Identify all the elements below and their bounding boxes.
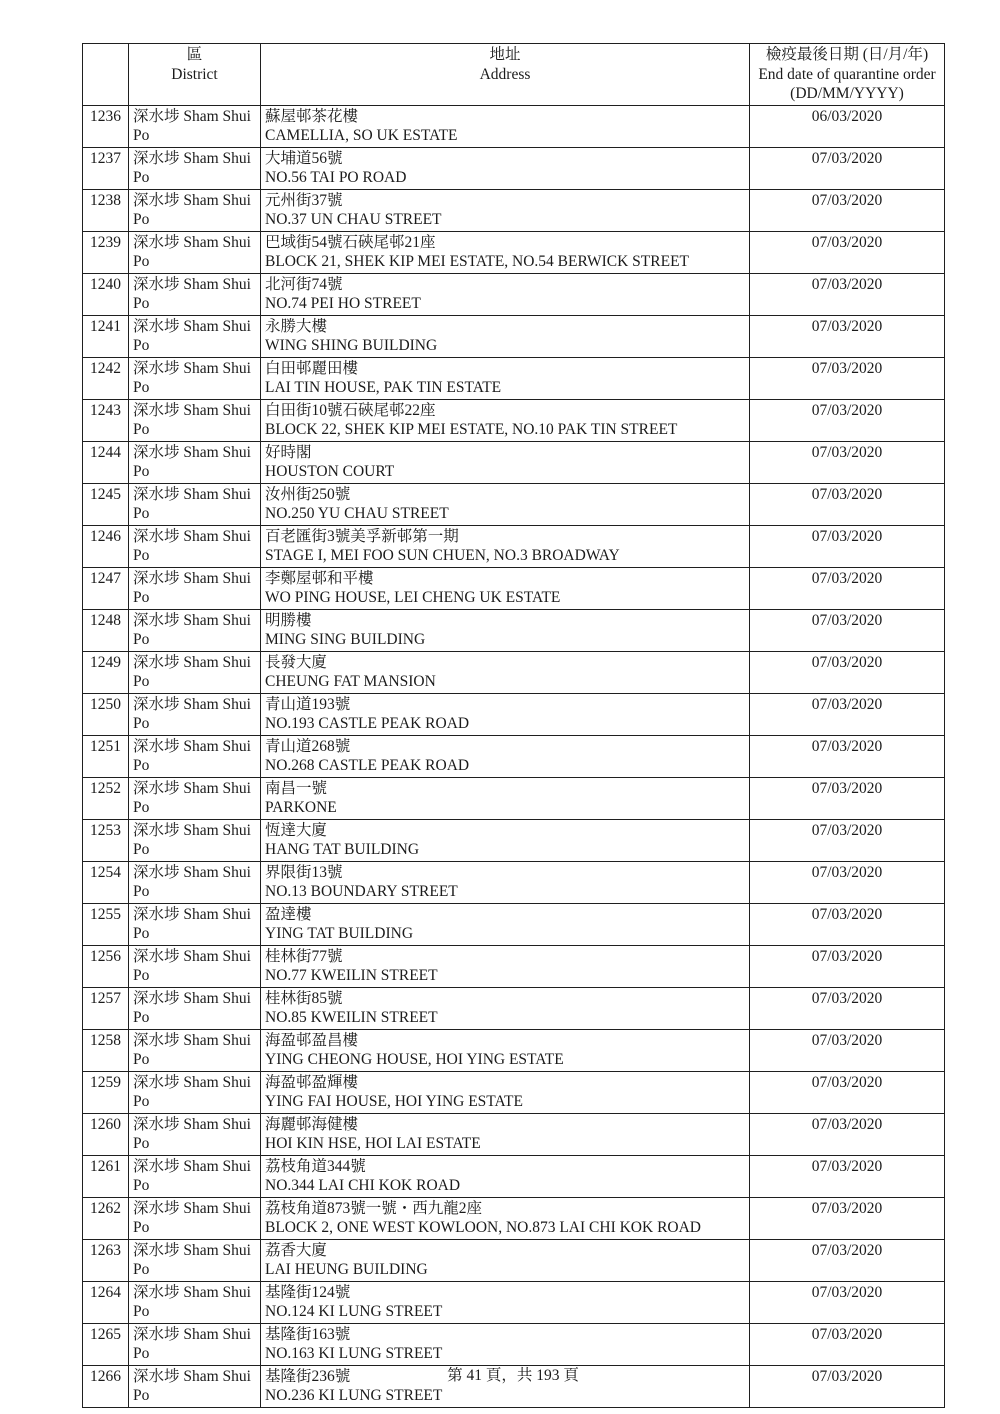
address-chinese-line: 基隆街124號	[265, 1283, 351, 1301]
address-english-line: YING FAI HOUSE, HOI YING ESTATE	[265, 1093, 523, 1110]
table-row	[83, 231, 945, 273]
address-cell	[261, 861, 750, 903]
end-date-cell: 07/03/2020	[750, 315, 945, 357]
table-row	[83, 1239, 945, 1281]
table-row	[83, 567, 945, 609]
end-date-cell: 07/03/2020	[750, 1281, 945, 1323]
end-date-cell: 07/03/2020	[750, 483, 945, 525]
end-date-cell: 07/03/2020	[750, 1029, 945, 1071]
end-date-cell: 07/03/2020	[750, 1239, 945, 1281]
address-cell	[261, 273, 750, 315]
address-english-line: NO.268 CASTLE PEAK ROAD	[265, 757, 470, 774]
table-row	[83, 273, 945, 315]
address-cell	[261, 441, 750, 483]
address-cell	[261, 735, 750, 777]
address-chinese-line: 基隆街236號	[265, 1367, 351, 1385]
address-cell	[261, 357, 750, 399]
case-number-cell: 1264	[83, 1281, 129, 1323]
address-cell	[261, 189, 750, 231]
address-english-line: PARKONE	[265, 799, 337, 816]
address-chinese-line: 基隆街163號	[265, 1325, 351, 1343]
case-number-cell: 1257	[83, 987, 129, 1029]
address-chinese-line: 百老匯街3號美孚新邨第一期	[265, 527, 459, 545]
address-english-line: LAI TIN HOUSE, PAK TIN ESTATE	[265, 379, 502, 396]
header-address-chinese: 地址	[489, 46, 521, 63]
address-english-line: NO.163 KI LUNG STREET	[265, 1345, 443, 1362]
end-date-cell: 07/03/2020	[750, 1197, 945, 1239]
address-chinese-line: 海盈邨盈輝樓	[265, 1073, 359, 1091]
end-date-cell: 07/03/2020	[750, 735, 945, 777]
case-number-cell: 1242	[83, 357, 129, 399]
case-number-cell: 1239	[83, 231, 129, 273]
address-english-line: BLOCK 22, SHEK KIP MEI ESTATE, NO.10 PAK TIN STREET	[265, 421, 678, 438]
address-english-line: NO.344 LAI CHI KOK ROAD	[265, 1177, 461, 1194]
address-cell	[261, 987, 750, 1029]
case-number-cell: 1254	[83, 861, 129, 903]
district-cell: 深水埗 Sham Shui Po	[129, 1155, 261, 1197]
district-cell: 深水埗 Sham Shui Po	[129, 903, 261, 945]
address-cell	[261, 1281, 750, 1323]
address-chinese-line: 巴域街54號石硤尾邨21座	[265, 233, 436, 251]
address-cell	[261, 819, 750, 861]
district-cell: 深水埗 Sham Shui Po	[129, 819, 261, 861]
end-date-cell: 07/03/2020	[750, 1071, 945, 1113]
table-row	[83, 315, 945, 357]
end-date-cell: 07/03/2020	[750, 945, 945, 987]
district-cell: 深水埗 Sham Shui Po	[129, 147, 261, 189]
address-cell	[261, 693, 750, 735]
address-english-line: NO.74 PEI HO STREET	[265, 295, 421, 312]
address-english-line: NO.236 KI LUNG STREET	[265, 1387, 443, 1404]
table-row	[83, 1323, 945, 1365]
table-row	[83, 357, 945, 399]
end-date-cell: 07/03/2020	[750, 147, 945, 189]
district-cell: 深水埗 Sham Shui Po	[129, 735, 261, 777]
table-header	[83, 44, 945, 106]
header-end-date	[750, 44, 945, 106]
header-district-english: District	[171, 65, 218, 83]
address-chinese-line: 青山道193號	[265, 695, 351, 713]
address-english-line: BLOCK 2, ONE WEST KOWLOON, NO.873 LAI CHI KOK ROAD	[265, 1219, 701, 1236]
district-cell: 深水埗 Sham Shui Po	[129, 861, 261, 903]
address-cell	[261, 231, 750, 273]
case-number-cell: 1266	[83, 1365, 129, 1407]
address-cell	[261, 1197, 750, 1239]
table-row	[83, 903, 945, 945]
header-row	[83, 44, 945, 106]
address-english-line: NO.124 KI LUNG STREET	[265, 1303, 443, 1320]
end-date-cell: 07/03/2020	[750, 441, 945, 483]
address-english-line: NO.77 KWEILIN STREET	[265, 967, 438, 984]
table-row	[83, 441, 945, 483]
district-cell: 深水埗 Sham Shui Po	[129, 483, 261, 525]
end-date-cell: 07/03/2020	[750, 777, 945, 819]
end-date-cell: 07/03/2020	[750, 609, 945, 651]
address-english-line: HOUSTON COURT	[265, 463, 395, 480]
address-chinese-line: 青山道268號	[265, 737, 351, 755]
district-cell: 深水埗 Sham Shui Po	[129, 525, 261, 567]
address-chinese-line: 元州街37號	[265, 191, 343, 209]
end-date-cell: 07/03/2020	[750, 903, 945, 945]
district-cell: 深水埗 Sham Shui Po	[129, 987, 261, 1029]
address-chinese-line: 白田邨麗田樓	[265, 359, 359, 377]
district-cell: 深水埗 Sham Shui Po	[129, 609, 261, 651]
district-cell: 深水埗 Sham Shui Po	[129, 1029, 261, 1071]
case-number-cell: 1262	[83, 1197, 129, 1239]
address-english-line: NO.193 CASTLE PEAK ROAD	[265, 715, 470, 732]
address-cell	[261, 777, 750, 819]
header-case-number	[83, 44, 129, 106]
district-cell: 深水埗 Sham Shui Po	[129, 399, 261, 441]
case-number-cell: 1256	[83, 945, 129, 987]
address-english-line: CAMELLIA, SO UK ESTATE	[265, 127, 458, 144]
district-cell: 深水埗 Sham Shui Po	[129, 1071, 261, 1113]
address-cell	[261, 1113, 750, 1155]
address-english-line: BLOCK 21, SHEK KIP MEI ESTATE, NO.54 BERWICK STREET	[265, 253, 690, 270]
district-cell: 深水埗 Sham Shui Po	[129, 1323, 261, 1365]
district-cell: 深水埗 Sham Shui Po	[129, 1281, 261, 1323]
end-date-cell: 07/03/2020	[750, 1365, 945, 1407]
end-date-cell: 07/03/2020	[750, 525, 945, 567]
address-cell	[261, 1155, 750, 1197]
table-row	[83, 525, 945, 567]
header-district-chinese: 區	[186, 46, 203, 63]
case-number-cell: 1250	[83, 693, 129, 735]
table-row	[83, 147, 945, 189]
address-cell	[261, 399, 750, 441]
address-english-line: YING CHEONG HOUSE, HOI YING ESTATE	[265, 1051, 564, 1068]
header-end-date-english: End date of quarantine order	[758, 65, 936, 83]
case-number-cell: 1249	[83, 651, 129, 693]
end-date-cell: 07/03/2020	[750, 819, 945, 861]
case-number-cell: 1263	[83, 1239, 129, 1281]
case-number-cell: 1265	[83, 1323, 129, 1365]
address-chinese-line: 李鄭屋邨和平樓	[265, 569, 374, 587]
table-row	[83, 189, 945, 231]
table-row	[83, 819, 945, 861]
address-english-line: MING SING BUILDING	[265, 631, 426, 648]
end-date-cell: 07/03/2020	[750, 651, 945, 693]
table-row	[83, 1071, 945, 1113]
address-english-line: HOI KIN HSE, HOI LAI ESTATE	[265, 1135, 481, 1152]
case-number-cell: 1244	[83, 441, 129, 483]
table-row	[83, 1197, 945, 1239]
case-number-cell: 1259	[83, 1071, 129, 1113]
table-row	[83, 987, 945, 1029]
address-chinese-line: 北河街74號	[265, 275, 343, 293]
address-chinese-line: 海麗邨海健樓	[265, 1115, 359, 1133]
address-english-line: YING TAT BUILDING	[265, 925, 414, 942]
address-english-line: HANG TAT BUILDING	[265, 841, 420, 858]
address-chinese-line: 蘇屋邨茶花樓	[265, 107, 359, 125]
address-english-line: LAI HEUNG BUILDING	[265, 1261, 428, 1278]
table-row	[83, 609, 945, 651]
case-number-cell: 1238	[83, 189, 129, 231]
address-english-line: NO.37 UN CHAU STREET	[265, 211, 442, 228]
district-cell: 深水埗 Sham Shui Po	[129, 651, 261, 693]
address-cell	[261, 105, 750, 147]
table-row	[83, 1155, 945, 1197]
address-chinese-line: 白田街10號石硤尾邨22座	[265, 401, 436, 419]
address-cell	[261, 945, 750, 987]
quarantine-order-table	[82, 43, 945, 1408]
district-cell: 深水埗 Sham Shui Po	[129, 567, 261, 609]
address-chinese-line: 荔香大廈	[265, 1241, 328, 1259]
district-cell: 深水埗 Sham Shui Po	[129, 1239, 261, 1281]
case-number-cell: 1246	[83, 525, 129, 567]
district-cell: 深水埗 Sham Shui Po	[129, 273, 261, 315]
address-chinese-line: 盈達樓	[265, 905, 312, 923]
table-row	[83, 1029, 945, 1071]
address-chinese-line: 海盈邨盈昌樓	[265, 1031, 359, 1049]
address-english-line: NO.56 TAI PO ROAD	[265, 169, 407, 186]
end-date-cell: 07/03/2020	[750, 399, 945, 441]
address-chinese-line: 好時閣	[265, 443, 312, 461]
district-cell: 深水埗 Sham Shui Po	[129, 441, 261, 483]
end-date-cell: 07/03/2020	[750, 1155, 945, 1197]
address-cell	[261, 147, 750, 189]
case-number-cell: 1236	[83, 105, 129, 147]
district-cell: 深水埗 Sham Shui Po	[129, 189, 261, 231]
end-date-cell: 07/03/2020	[750, 861, 945, 903]
address-english-line: NO.85 KWEILIN STREET	[265, 1009, 438, 1026]
end-date-cell: 07/03/2020	[750, 1113, 945, 1155]
header-address	[261, 44, 750, 106]
address-chinese-line: 桂林街85號	[265, 989, 343, 1007]
address-english-line: WING SHING BUILDING	[265, 337, 438, 354]
address-chinese-line: 恆達大廈	[265, 821, 328, 839]
address-chinese-line: 大埔道56號	[265, 149, 343, 167]
table-row	[83, 735, 945, 777]
case-number-cell: 1251	[83, 735, 129, 777]
case-number-cell: 1261	[83, 1155, 129, 1197]
address-english-line: WO PING HOUSE, LEI CHENG UK ESTATE	[265, 589, 561, 606]
table-row	[83, 1113, 945, 1155]
table-row	[83, 1281, 945, 1323]
case-number-cell: 1243	[83, 399, 129, 441]
case-number-cell: 1240	[83, 273, 129, 315]
address-cell	[261, 651, 750, 693]
address-cell	[261, 609, 750, 651]
address-chinese-line: 長發大廈	[265, 653, 328, 671]
end-date-cell: 06/03/2020	[750, 105, 945, 147]
address-chinese-line: 南昌一號	[265, 779, 328, 797]
address-chinese-line: 桂林街77號	[265, 947, 343, 965]
header-end-date-format: (DD/MM/YYYY)	[790, 85, 904, 102]
address-cell	[261, 1323, 750, 1365]
district-cell: 深水埗 Sham Shui Po	[129, 105, 261, 147]
district-cell: 深水埗 Sham Shui Po	[129, 777, 261, 819]
district-cell: 深水埗 Sham Shui Po	[129, 945, 261, 987]
district-cell: 深水埗 Sham Shui Po	[129, 1113, 261, 1155]
address-chinese-line: 界限街13號	[265, 863, 343, 881]
table-row	[83, 861, 945, 903]
table-row	[83, 651, 945, 693]
header-end-date-chinese: 檢疫最後日期 (日/月/年)	[765, 46, 929, 63]
end-date-cell: 07/03/2020	[750, 273, 945, 315]
address-cell	[261, 567, 750, 609]
case-number-cell: 1255	[83, 903, 129, 945]
end-date-cell: 07/03/2020	[750, 693, 945, 735]
case-number-cell: 1253	[83, 819, 129, 861]
address-cell	[261, 1239, 750, 1281]
case-number-cell: 1237	[83, 147, 129, 189]
end-date-cell: 07/03/2020	[750, 987, 945, 1029]
address-english-line: STAGE I, MEI FOO SUN CHUEN, NO.3 BROADWAY	[265, 547, 620, 564]
district-cell: 深水埗 Sham Shui Po	[129, 357, 261, 399]
address-chinese-line: 荔枝角道873號一號・西九龍2座	[265, 1199, 483, 1217]
address-english-line: NO.250 YU CHAU STREET	[265, 505, 449, 522]
case-number-cell: 1260	[83, 1113, 129, 1155]
header-district	[129, 44, 261, 106]
case-number-cell: 1248	[83, 609, 129, 651]
address-chinese-line: 汝州街250號	[265, 485, 351, 503]
header-address-english: Address	[479, 65, 531, 83]
case-number-cell: 1241	[83, 315, 129, 357]
address-cell	[261, 525, 750, 567]
case-number-cell: 1247	[83, 567, 129, 609]
district-cell: 深水埗 Sham Shui Po	[129, 693, 261, 735]
table-row	[83, 693, 945, 735]
page-number-footer: 第 41 頁，共 193 頁	[447, 1367, 579, 1384]
address-chinese-line: 永勝大樓	[265, 317, 328, 335]
district-cell: 深水埗 Sham Shui Po	[129, 231, 261, 273]
end-date-cell: 07/03/2020	[750, 357, 945, 399]
address-cell	[261, 483, 750, 525]
table-row	[83, 483, 945, 525]
end-date-cell: 07/03/2020	[750, 231, 945, 273]
address-chinese-line: 明勝樓	[265, 611, 312, 629]
end-date-cell: 07/03/2020	[750, 567, 945, 609]
address-cell	[261, 1029, 750, 1071]
case-number-cell: 1245	[83, 483, 129, 525]
table-row	[83, 945, 945, 987]
district-cell: 深水埗 Sham Shui Po	[129, 315, 261, 357]
end-date-cell: 07/03/2020	[750, 1323, 945, 1365]
quarantine-order-table-container	[82, 43, 944, 1408]
case-number-cell: 1252	[83, 777, 129, 819]
address-english-line: CHEUNG FAT MANSION	[265, 673, 436, 690]
address-chinese-line: 荔枝角道344號	[265, 1157, 366, 1175]
table-row	[83, 105, 945, 147]
district-cell: 深水埗 Sham Shui Po	[129, 1365, 261, 1407]
district-cell: 深水埗 Sham Shui Po	[129, 1197, 261, 1239]
table-body	[83, 105, 945, 1407]
address-cell	[261, 315, 750, 357]
address-cell	[261, 903, 750, 945]
address-english-line: NO.13 BOUNDARY STREET	[265, 883, 458, 900]
case-number-cell: 1258	[83, 1029, 129, 1071]
table-row	[83, 777, 945, 819]
table-row	[83, 399, 945, 441]
address-cell	[261, 1071, 750, 1113]
end-date-cell: 07/03/2020	[750, 189, 945, 231]
